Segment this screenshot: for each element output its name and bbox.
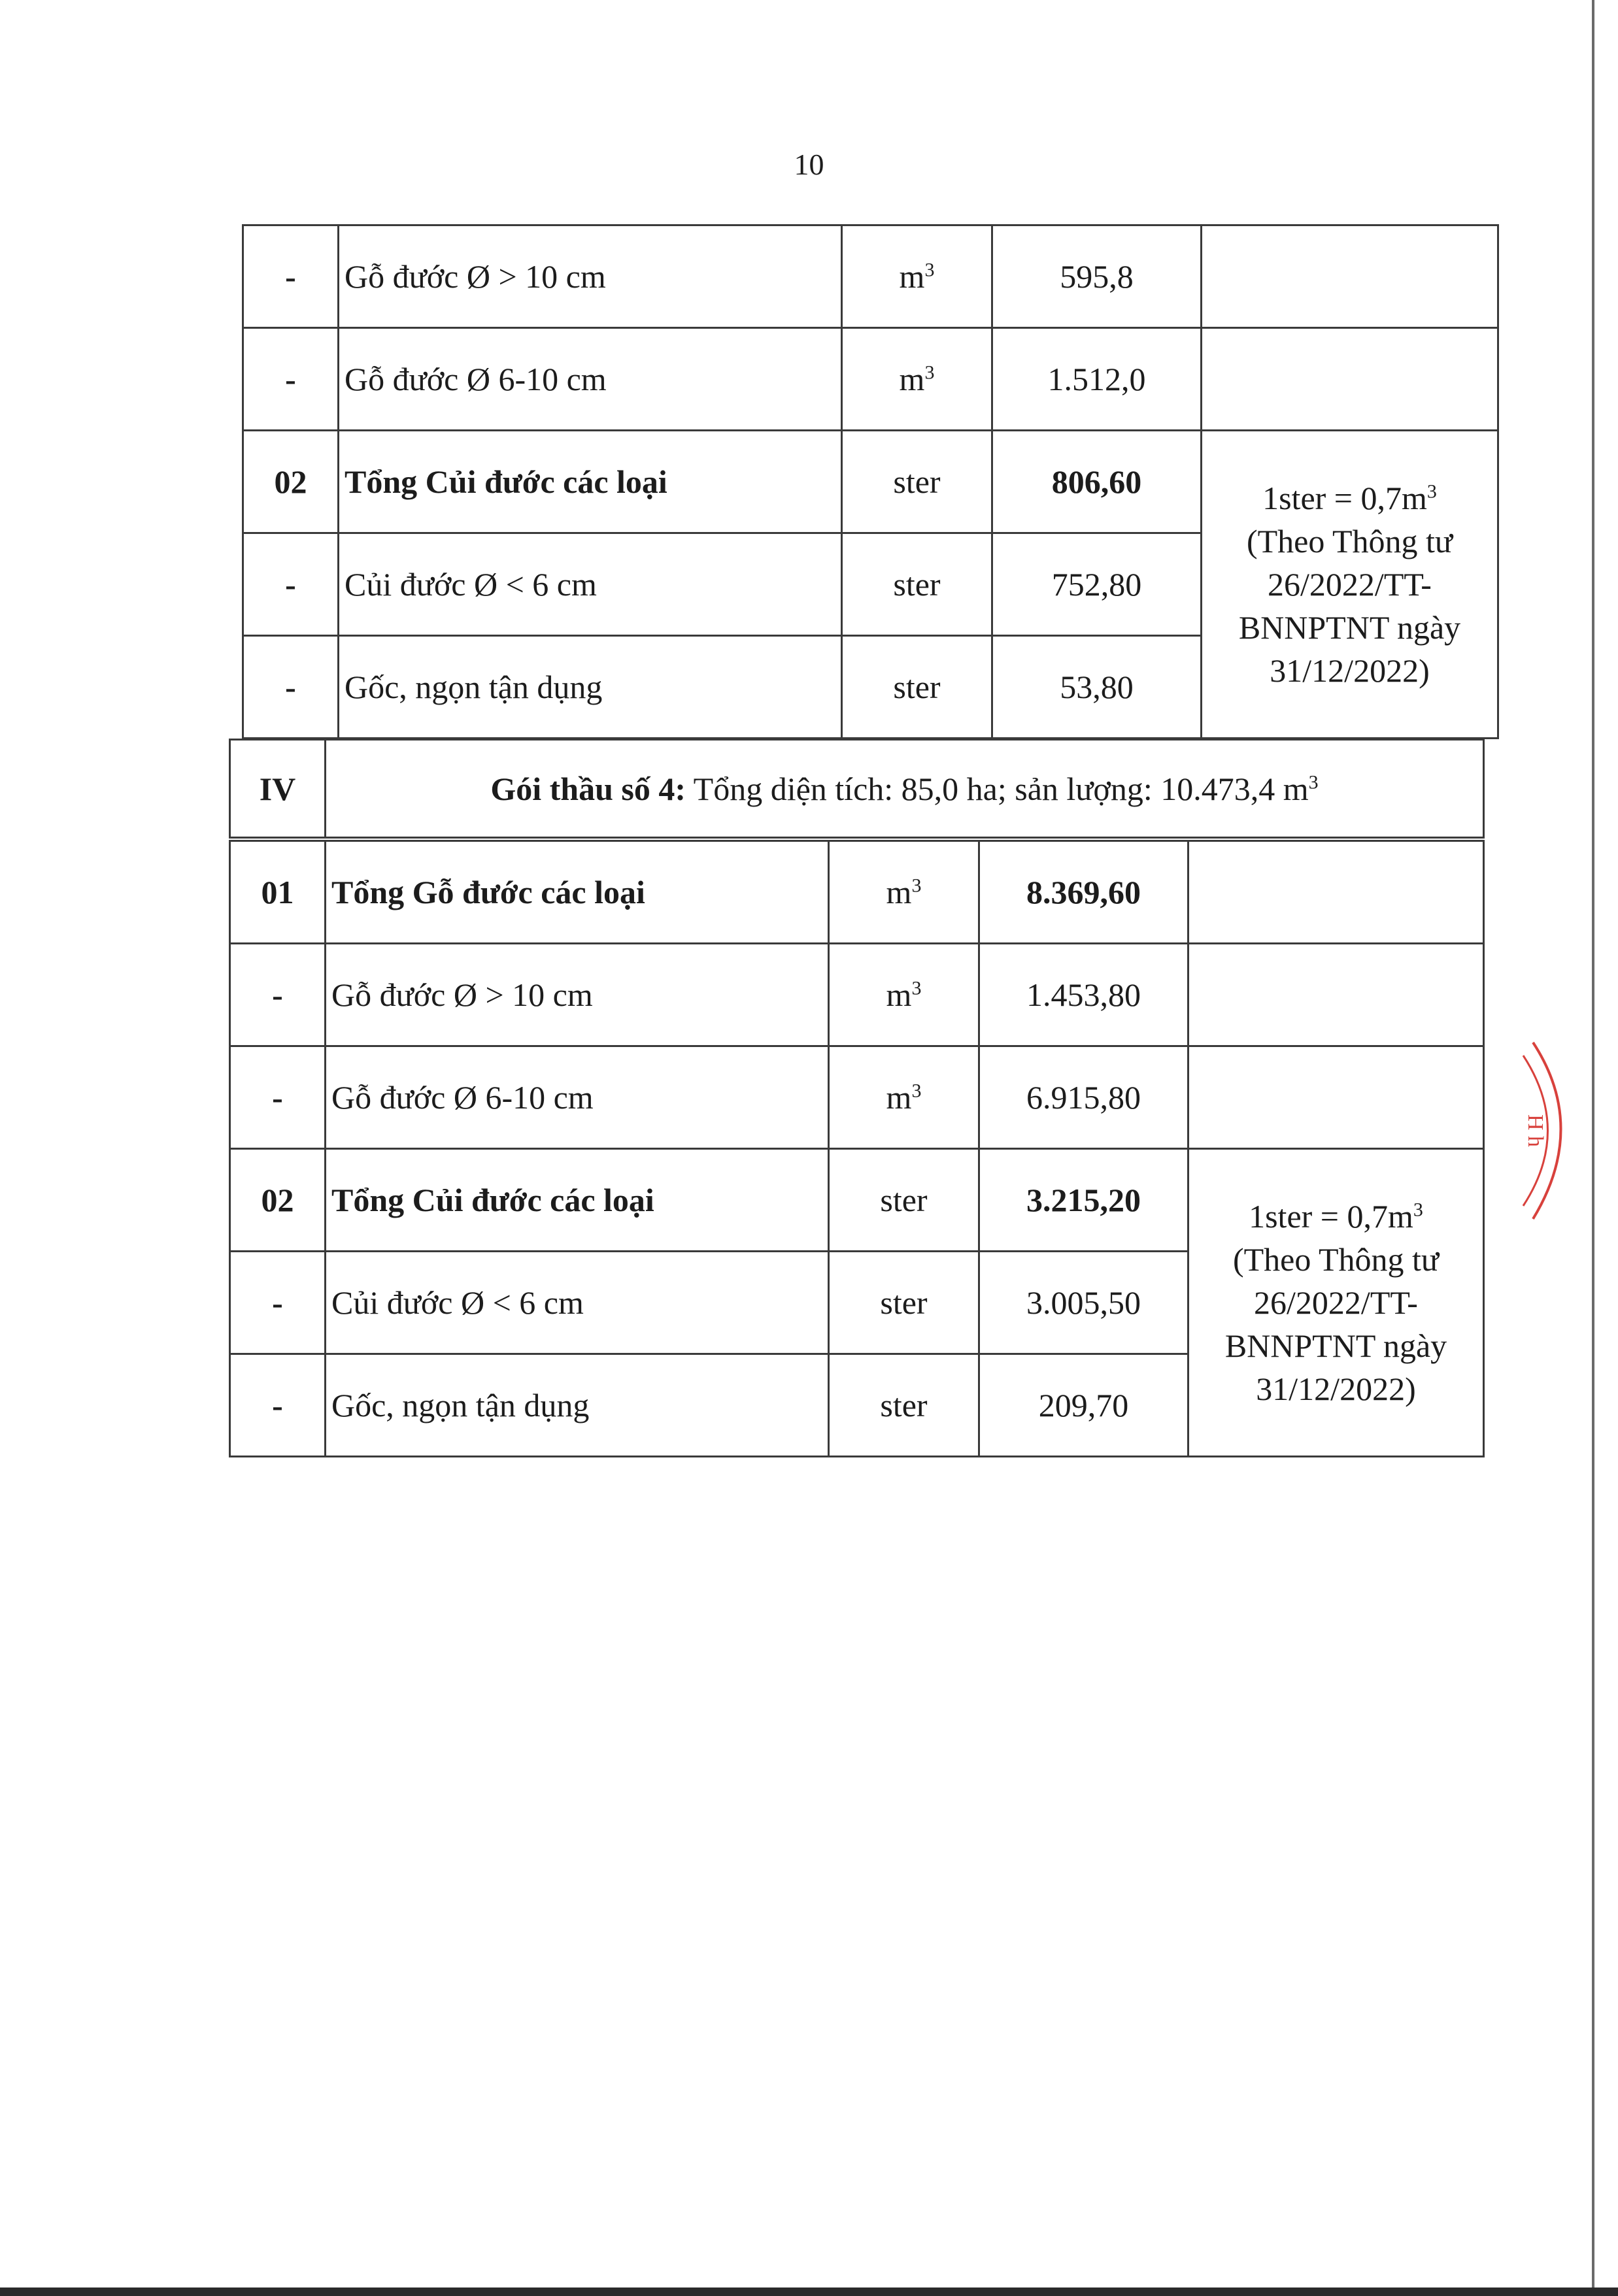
unit-exponent: 3 (911, 977, 922, 999)
unit-exponent: 3 (911, 874, 922, 897)
row-quantity: 806,60 (992, 431, 1202, 533)
row-item-name: Gốc, ngọn tận dụng (339, 636, 842, 739)
unit-text: m (899, 361, 925, 397)
row-quantity: 3.005,50 (979, 1252, 1188, 1354)
timber-table-part-2 (229, 840, 1485, 1457)
row-stt: - (230, 1354, 326, 1457)
svg-text:H h: H h (1523, 1114, 1547, 1148)
page-number: 10 (794, 148, 824, 181)
row-item-name: Tổng Củi đước các loại (326, 1149, 829, 1252)
package-4-label: Gói thầu số 4: (490, 770, 686, 807)
row-unit (842, 636, 992, 739)
row-stt: 02 (243, 431, 339, 533)
row-item-name: Gỗ đước Ø > 10 cm (326, 944, 829, 1046)
row-stt: 02 (230, 1149, 326, 1252)
note-exponent: 3 (1426, 480, 1437, 503)
row-item-name: Tổng Gỗ đước các loại (326, 841, 829, 944)
note-line-5: 31/12/2022) (1270, 652, 1430, 689)
row-unit (829, 944, 979, 1046)
package-4-header-table (229, 739, 1485, 839)
table-row (243, 431, 1498, 533)
row-note (1202, 328, 1498, 431)
row-unit (829, 1149, 979, 1252)
row-stt: - (243, 533, 339, 636)
row-stt: - (230, 1252, 326, 1354)
row-item-name: Gỗ đước Ø 6-10 cm (339, 328, 842, 431)
row-stt: - (243, 328, 339, 431)
unit-text: ster (893, 566, 941, 603)
row-unit (842, 431, 992, 533)
unit-text: m (886, 976, 912, 1013)
row-item-name: Gốc, ngọn tận dụng (326, 1354, 829, 1457)
table-row (243, 328, 1498, 431)
row-unit (829, 841, 979, 944)
row-stt: IV (230, 740, 326, 838)
unit-exponent: 3 (911, 1080, 922, 1102)
package-4-row (230, 740, 1484, 838)
table-row (230, 1046, 1484, 1149)
row-note (1188, 1046, 1484, 1149)
row-stt: - (230, 944, 326, 1046)
unit-text: ster (880, 1387, 928, 1423)
note-line-1: 1ster = 0,7m (1262, 480, 1427, 516)
row-item-name: Tổng Củi đước các loại (339, 431, 842, 533)
unit-text: m (899, 258, 925, 295)
unit-text: ster (880, 1182, 928, 1218)
row-unit (842, 225, 992, 328)
row-note (1188, 944, 1484, 1046)
row-quantity: 209,70 (979, 1354, 1188, 1457)
package-4-summary (326, 740, 1484, 838)
table-row (230, 944, 1484, 1046)
page-bottom-edge (0, 2288, 1618, 2296)
row-unit (842, 533, 992, 636)
unit-text: m (886, 1079, 912, 1116)
note-line-4: BNNPTNT ngày (1224, 1327, 1447, 1364)
note-line-2: (Theo Thông tư (1246, 523, 1453, 559)
row-item-name: Gỗ đước Ø 6-10 cm (326, 1046, 829, 1149)
row-quantity: 8.369,60 (979, 841, 1188, 944)
package-4-text: Tổng diện tích: 85,0 ha; sản lượng: 10.473,4 m (693, 770, 1309, 807)
note-line-3: 26/2022/TT- (1254, 1284, 1418, 1321)
row-item-name: Củi đước Ø < 6 cm (339, 533, 842, 636)
unit-exponent: 3 (924, 361, 935, 384)
note-line-1: 1ster = 0,7m (1249, 1198, 1413, 1235)
timber-table-part-1 (242, 224, 1499, 739)
row-unit (842, 328, 992, 431)
row-stt: 01 (230, 841, 326, 944)
note-exponent: 3 (1413, 1199, 1423, 1221)
row-unit (829, 1354, 979, 1457)
note-line-4: BNNPTNT ngày (1238, 609, 1461, 646)
row-note (1202, 225, 1498, 328)
package-4-sup: 3 (1308, 771, 1319, 793)
row-stt: - (243, 636, 339, 739)
unit-text: ster (893, 463, 941, 500)
row-note (1188, 841, 1484, 944)
row-quantity: 3.215,20 (979, 1149, 1188, 1252)
row-quantity: 595,8 (992, 225, 1202, 328)
conversion-note (1202, 431, 1498, 739)
note-line-2: (Theo Thông tư (1232, 1241, 1439, 1278)
table-row (230, 1149, 1484, 1252)
table-row (243, 225, 1498, 328)
row-stt: - (243, 225, 339, 328)
note-line-3: 26/2022/TT- (1268, 566, 1432, 603)
red-stamp-mark (1517, 1036, 1589, 1225)
row-quantity: 1.453,80 (979, 944, 1188, 1046)
row-quantity: 6.915,80 (979, 1046, 1188, 1149)
table-row (230, 841, 1484, 944)
row-unit (829, 1252, 979, 1354)
unit-text: ster (880, 1284, 928, 1321)
page-right-edge (1592, 0, 1594, 2296)
unit-text: ster (893, 669, 941, 705)
unit-exponent: 3 (924, 259, 935, 281)
row-quantity: 53,80 (992, 636, 1202, 739)
row-quantity: 752,80 (992, 533, 1202, 636)
row-item-name: Củi đước Ø < 6 cm (326, 1252, 829, 1354)
row-quantity: 1.512,0 (992, 328, 1202, 431)
row-stt: - (230, 1046, 326, 1149)
row-unit (829, 1046, 979, 1149)
conversion-note (1188, 1149, 1484, 1457)
row-item-name: Gỗ đước Ø > 10 cm (339, 225, 842, 328)
unit-text: m (886, 874, 912, 910)
note-line-5: 31/12/2022) (1256, 1371, 1416, 1407)
